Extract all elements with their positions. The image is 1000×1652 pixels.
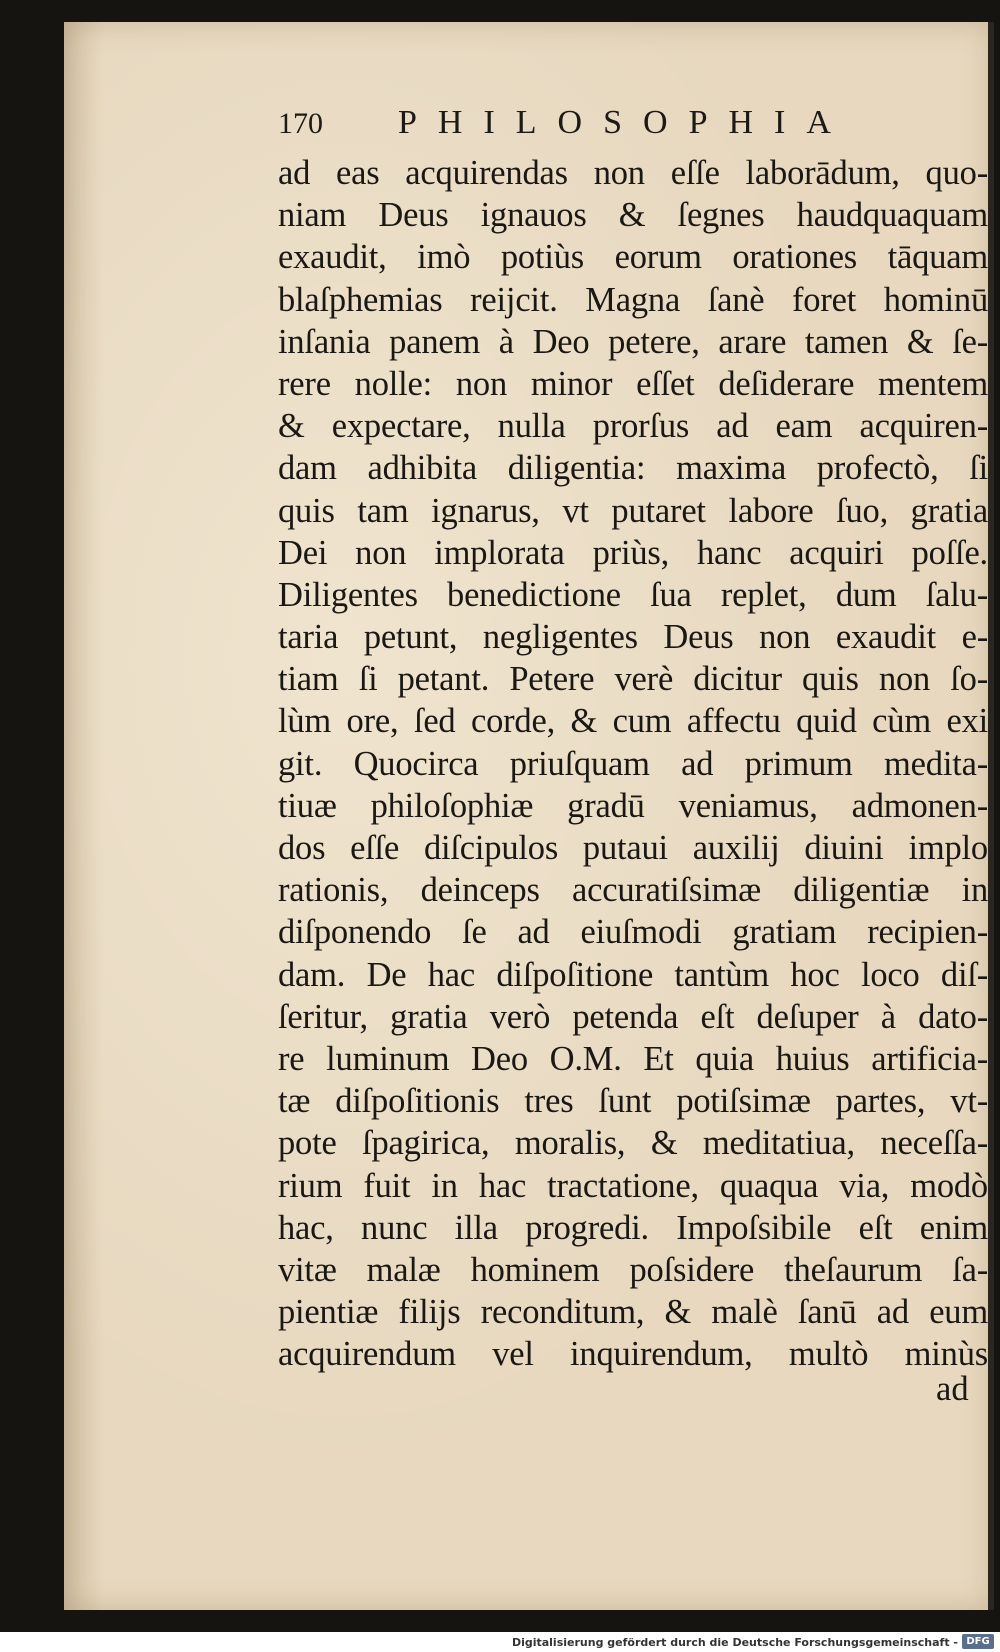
text-line: lùm ore, ſed corde, & cum affectu quid cùm exi: [278, 702, 988, 741]
text-line: ad eas acquirendas non eſſe laborādum, quo-: [278, 154, 988, 192]
text-line: pote ſpagirica, moralis, & meditatiua, neceſſa-: [278, 1124, 988, 1163]
dfg-logo: DFG: [962, 1634, 994, 1649]
text-line: quis tam ignarus, vt putaret labore ſuo, gratia: [278, 491, 988, 530]
page-edge: [988, 22, 994, 1610]
text-line: tiuæ philoſophiæ gradū veniamus, admonen-: [278, 786, 988, 825]
page-number: 170: [278, 107, 323, 140]
text-line: niam Deus ignauos & ſegnes haudquaquam: [278, 196, 988, 235]
funding-note: Digitalisierung gefördert durch die Deutsche Forschungsgemeinschaft -: [511, 1636, 958, 1649]
body-text: [278, 152, 988, 1375]
running-head: [278, 104, 898, 148]
text-line: & expectare, nulla prorſus ad eam acquiren-: [278, 407, 988, 446]
text-line: re luminum Deo O.M. Et quia huius artificia-: [278, 1039, 988, 1078]
text-line: rere nolle: non minor eſſet deſiderare mentem: [278, 364, 988, 403]
text-line: ſeritur, gratia verò petenda eſt deſuper à dato-: [278, 997, 988, 1036]
text-line: diſponendo ſe ad eiuſmodi gratiam recipien-: [278, 913, 988, 952]
text-line: vitæ malæ hominem poſsidere theſaurum ſa-: [278, 1250, 988, 1289]
text-line: tiam ſi petant. Petere verè dicitur quis non ſo-: [278, 660, 988, 699]
text-line: rium fuit in hac tractatione, quaqua via, modò: [278, 1166, 988, 1205]
text-line: hac, nunc illa progredi. Impoſsibile eſt enim: [278, 1208, 988, 1247]
text-line: Dei non implorata priùs, hanc acquiri poſſe.: [278, 533, 988, 572]
catchword: ad: [936, 1370, 969, 1408]
text-line: dos eſſe diſcipulos putaui auxilij diuini implo: [278, 829, 988, 867]
running-title: PHILOSOPHIA: [398, 104, 852, 141]
text-line: acquirendum vel inquirendum, multò minùs: [278, 1335, 988, 1374]
text-line: Diligentes benedictione ſua replet, dum ſalu-: [278, 575, 988, 614]
text-line: pientiæ filijs reconditum, & malè ſanū ad eum: [278, 1293, 988, 1332]
text-line: blaſphemias reijcit. Magna ſanè foret hominū: [278, 280, 988, 319]
text-line: tæ diſpoſitionis tres ſunt potiſsimæ partes, vt-: [278, 1082, 988, 1121]
text-line: taria petunt, negligentes Deus non exaudit e-: [278, 618, 988, 657]
text-line: dam adhibita diligentia: maxima profectò, ſi: [278, 449, 988, 488]
text-line: exaudit, imò potiùs eorum orationes tāquam: [278, 238, 988, 277]
text-line: inſania panem à Deo petere, arare tamen & ſe-: [278, 322, 988, 361]
text-line: git. Quocirca priuſquam ad primum medita-: [278, 744, 988, 783]
text-line: dam. De hac diſpoſitione tantùm hoc loco diſ-: [278, 955, 988, 994]
text-line: rationis, deinceps accuratiſsimæ diligentiæ in: [278, 871, 988, 910]
